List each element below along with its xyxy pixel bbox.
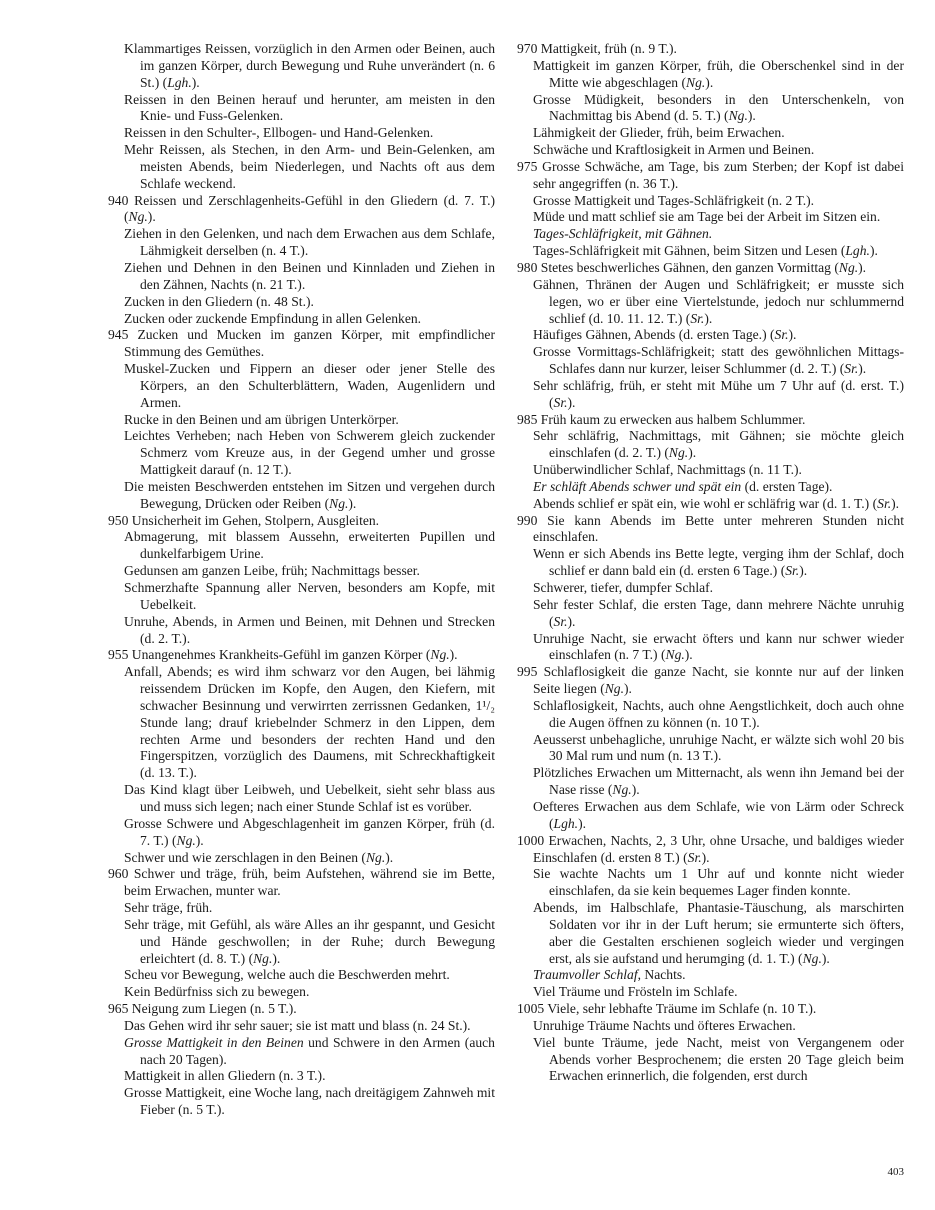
entry-text: Sehr träge, mit Gefühl, als wäre Alles an ihr gespannt, und Gesicht und Hände geschwollen; in der Ruhe; durch Bewegung erleichtert (d. 8. T.) (	[124, 916, 495, 966]
entry-text: Das Kind klagt über Leibweh, und Uebelkeit, sieht sehr blass aus und muss sich legen; nach einer Stunde Schlaf ist es vorüber.	[124, 782, 495, 814]
entry-number: 960	[108, 866, 129, 882]
entry-text-italic: Sr.	[553, 394, 568, 410]
symptom-entry	[108, 361, 495, 412]
entry-text-italic: Ng.	[668, 445, 689, 461]
right-column	[517, 41, 904, 1085]
entry-text: ).	[567, 613, 576, 629]
symptom-entry	[108, 614, 495, 648]
entry-text-italic: Traumvoller Schlaf	[533, 967, 638, 983]
entry-text-italic: Ng.	[802, 950, 822, 966]
symptom-entry	[108, 412, 495, 429]
symptom-entry	[517, 412, 904, 429]
entry-text: ).	[684, 647, 693, 663]
symptom-entry	[108, 41, 495, 92]
entry-text-italic: Ng.	[728, 108, 748, 124]
entry-text: Grosse Schwäche, am Tage, bis zum Sterben; der Kopf ist dabei sehr angegriffen (n. 36 T.).	[533, 158, 904, 191]
symptom-entry	[108, 580, 495, 614]
entry-text-italic: Ng.	[604, 681, 624, 697]
symptom-entry	[108, 311, 495, 328]
symptom-entry	[517, 428, 904, 462]
entry-text: Klammartiges Reissen, vorzüglich in den Armen oder Beinen, auch im ganzen Körper, durch Bewegung und Ruhe unverändert (n. 6 St.) (	[124, 41, 495, 90]
entry-text: ).	[858, 361, 867, 377]
symptom-entry	[517, 378, 904, 412]
entry-text: Grosse Schwere und Abgeschlagenheit im ganzen Körper, früh (d. 7. T.) (	[124, 815, 495, 848]
left-column	[108, 41, 495, 1119]
symptom-entry	[517, 664, 904, 698]
entry-text: ).	[449, 647, 458, 663]
entry-number: 945	[108, 327, 129, 343]
entry-text-italic: Ng.	[838, 259, 859, 275]
entry-text-italic: Ng.	[253, 950, 273, 966]
symptom-entry	[517, 967, 904, 984]
entry-text: Zucken in den Gliedern (n. 48 St.).	[124, 293, 314, 309]
entry-text: Muskel-Zucken und Fippern an dieser oder jener Stelle des Körpers, an den Schulterblättern, Waden, Augenlidern und Armen.	[124, 361, 495, 410]
symptom-entry	[517, 159, 904, 193]
entry-text-italic: Ng.	[329, 495, 349, 511]
entry-text: Sie kann Abends im Bette unter mehreren Stunden nicht einschlafen.	[533, 512, 904, 545]
page-number: 403	[887, 1166, 904, 1178]
symptom-entry	[108, 850, 495, 867]
entry-text-italic: Sr.	[785, 563, 800, 579]
entry-text: Unüberwindlicher Schlaf, Nachmittags (n. 11 T.).	[533, 462, 802, 478]
symptom-entry	[517, 1035, 904, 1086]
entry-text: Schwer und träge, früh, beim Aufstehen, während sie im Bette, beim Erwachen, munter war.	[124, 866, 495, 899]
entry-text-italic: Ng.	[128, 209, 148, 225]
entry-text: ).	[701, 849, 710, 865]
entry-text-italic: Sr.	[877, 495, 892, 511]
symptom-entry	[108, 816, 495, 850]
symptom-entry	[108, 142, 495, 193]
symptom-entry	[517, 277, 904, 328]
entry-text: ).	[788, 327, 797, 343]
entry-text-italic: Tages-Schläfrigkeit, mit Gähnen.	[533, 226, 713, 242]
entry-text: Grosse Müdigkeit, besonders in den Unterschenkeln, von Nachmittag bis Abend (d. 5. T.) (	[533, 91, 904, 124]
entry-text: Stetes beschwerliches Gähnen, den ganzen Vormittag (	[540, 259, 839, 275]
entry-text: Sehr fester Schlaf, die ersten Tage, dann mehrere Nächte unruhig (	[533, 596, 904, 629]
entry-text: Gedunsen am ganzen Leibe, früh; Nachmittags besser.	[124, 563, 420, 579]
symptom-entry	[517, 92, 904, 126]
symptom-entry	[517, 597, 904, 631]
entry-text: Früh kaum zu erwecken aus halbem Schlummer.	[540, 411, 806, 427]
entry-number: 955	[108, 647, 129, 663]
entry-text-italic: Ng.	[686, 74, 706, 90]
entry-text: Plötzliches Erwachen um Mitternacht, als wenn ihn Jemand bei der Nase risse (	[533, 765, 904, 798]
symptom-entry	[517, 209, 904, 226]
entry-text: ).	[705, 74, 714, 90]
entry-text: Schlaflosigkeit die ganze Nacht, sie konnte nur auf der linken Seite liegen (	[533, 664, 904, 697]
entry-text: Rucke in den Beinen und am übrigen Unterkörper.	[124, 411, 399, 427]
entry-text: Viel Träume und Frösteln im Schlafe.	[533, 984, 738, 1000]
symptom-entry	[517, 479, 904, 496]
entry-number: 940	[108, 192, 129, 208]
entry-text-italic: Sr.	[687, 849, 702, 865]
entry-text-italic: Sr.	[553, 613, 568, 629]
entry-text-italic: Ng.	[176, 832, 196, 848]
entry-text: Grosse Mattigkeit und Tages-Schläfrigkeit (n. 2 T.).	[533, 192, 815, 208]
entry-text: Schmerzhafte Spannung aller Nerven, besonders am Kopfe, mit Uebelkeit.	[124, 580, 495, 612]
entry-text: Abmagerung, mit blassem Aussehn, erweiterten Pupillen und dunkelfarbigem Urine.	[124, 529, 495, 562]
entry-text-italic: Ng.	[365, 849, 386, 865]
entry-text: Abends, im Halbschlafe, Phantasie-Täuschung, als marschirten Soldaten vor ihr in der Luft herum; sie ermunterte sich öfters, aber die Gestalten erschienen sogleich wieder und vergingen erst, als sie aufstand und herumging (d. 1. T.) (	[533, 900, 904, 966]
entry-text: Anfall, Abends; es wird ihm schwarz vor den Augen, bei lähmig reissendem Drücken im Kopfe, den Augen, den Kiefern, mit schwacher Besinnung und verwirrten zerrissnen Gedanken, 1¹/₂ Stunde lang; drauf kriebelnder Schmerz in den Lippen, dem rechten Arme und besonders der rechten Hand und den Fingerspitzen, vorzüglich des Daumens, mit Schreckhaftigkeit (d. 13. T.).	[124, 664, 495, 781]
symptom-entry	[517, 580, 904, 597]
entry-number: 980	[517, 259, 538, 275]
symptom-entry	[108, 529, 495, 563]
entry-text: Schwerer, tiefer, dumpfer Schlaf.	[533, 580, 714, 595]
entry-number: 990	[517, 512, 538, 528]
symptom-entry	[108, 260, 495, 294]
entry-text-italic: Grosse Mattigkeit in den Beinen	[124, 1034, 304, 1050]
symptom-entry	[517, 327, 904, 344]
symptom-entry	[517, 513, 904, 547]
entry-text: Aeusserst unbehagliche, unruhige Nacht, er wälzte sich wohl 20 bis 30 Mal rum und num (n. 13 T.).	[533, 731, 904, 764]
symptom-entry	[517, 984, 904, 1001]
symptom-entry	[517, 833, 904, 867]
symptom-entry	[517, 732, 904, 766]
entry-text: Neigung zum Liegen (n. 5 T.).	[131, 1001, 297, 1017]
entry-number: 995	[517, 664, 538, 680]
entry-number: 985	[517, 411, 538, 427]
symptom-entry	[517, 193, 904, 210]
entry-text: Grosse Vormittags-Schläfrigkeit; statt des gewöhnlichen Mittags-Schlafes dann nur kurzer, leiser Schlummer (d. 2. T.) (	[533, 344, 904, 377]
entry-text: ).	[891, 495, 900, 511]
entry-number: 965	[108, 1001, 129, 1017]
symptom-entry	[108, 327, 495, 361]
entry-text: Erwachen, Nachts, 2, 3 Uhr, ohne Ursache, und baldiges wieder Einschlafen (d. ersten 8 T.) (	[533, 832, 904, 865]
entry-text: ).	[348, 495, 357, 511]
entry-text: und Schwere in den Armen (auch nach 20 Tagen).	[140, 1034, 495, 1067]
entry-text: Unruhige Träume Nachts und öfteres Erwachen.	[533, 1017, 796, 1033]
entry-text: ).	[704, 310, 713, 326]
entry-text: Schwer und wie zerschlagen in den Beinen (	[124, 849, 366, 865]
symptom-entry	[108, 428, 495, 479]
entry-text-italic: Sr.	[844, 361, 859, 377]
entry-text-italic: Lgh.	[167, 74, 192, 90]
entry-text: ).	[688, 445, 697, 461]
entry-text: , Nachts.	[637, 967, 686, 983]
symptom-entry	[517, 496, 904, 513]
entry-text: Sehr schläfrig, Nachmittags, mit Gähnen; sie möchte gleich einschlafen (d. 2. T.) (	[533, 428, 904, 461]
symptom-entry	[517, 698, 904, 732]
symptom-entry	[108, 1001, 495, 1018]
entry-text: Gähnen, Thränen der Augen und Schläfrigkeit; er musste sich legen, wo er über eine Viertelstunde, jedoch nur schlummernd schlief (d. 10. 11. 12. T.) (	[533, 276, 904, 326]
entry-text: ).	[578, 815, 587, 831]
entry-text: (d. ersten Tage).	[741, 478, 833, 494]
entry-number: 950	[108, 512, 129, 528]
symptom-entry	[108, 513, 495, 530]
entry-text-italic: Ng.	[430, 647, 450, 663]
entry-number: 1000	[517, 832, 545, 848]
entry-text: Unangenehmes Krankheits-Gefühl im ganzen Körper (	[131, 647, 431, 663]
entry-text: ).	[821, 950, 830, 966]
entry-number: 1005	[517, 1001, 545, 1017]
symptom-entry	[517, 631, 904, 665]
symptom-entry	[108, 479, 495, 513]
symptom-entry	[108, 1018, 495, 1035]
entry-text: Zucken oder zuckende Empfindung in allen Gelenken.	[124, 310, 422, 326]
symptom-entry	[108, 917, 495, 968]
entry-text: Oefteres Erwachen aus dem Schlafe, wie von Lärm oder Schreck (	[533, 798, 904, 831]
entry-text: Sie wachte Nachts um 1 Uhr auf und konnte nicht wieder einschlafen, da sie kein bequemes Lager finden konnte.	[533, 866, 904, 899]
entry-number: 975	[517, 158, 538, 174]
symptom-entry	[108, 1035, 495, 1069]
entry-text-italic: Sr.	[690, 310, 705, 326]
symptom-entry	[517, 142, 904, 159]
entry-text: Schwäche und Kraftlosigkeit in Armen und Beinen.	[533, 142, 815, 158]
entry-text-italic: Ng.	[612, 782, 632, 798]
entry-text: ).	[191, 74, 200, 90]
entry-text: ).	[195, 832, 204, 848]
entry-text-italic: Ng.	[665, 647, 685, 663]
entry-text: Viel bunte Träume, jede Nacht, meist von Vergangenem oder Abends vorher Besprochenem; die ersten 20 Tage gleich beim Erwachen erinnerlich, die folgenden, erst durch	[533, 1034, 904, 1084]
entry-text: ).	[624, 681, 632, 697]
symptom-entry	[108, 226, 495, 260]
entry-text: Scheu vor Bewegung, welche auch die Beschwerden mehrt.	[124, 967, 450, 983]
symptom-entry	[108, 125, 495, 142]
entry-text: Mattigkeit im ganzen Körper, früh, die Oberschenkel sind in der Mitte wie abgeschlagen (	[533, 57, 904, 90]
entry-text-italic: Lgh.	[553, 815, 579, 831]
entry-text: Zucken und Mucken im ganzen Körper, mit empfindlicher Stimmung des Gemüthes.	[124, 327, 495, 360]
entry-text: Grosse Mattigkeit, eine Woche lang, nach dreitägigem Zahnweh mit Fieber (n. 5 T.).	[124, 1085, 495, 1118]
entry-text: Mattigkeit in allen Gliedern (n. 3 T.).	[124, 1068, 326, 1084]
symptom-entry	[108, 900, 495, 917]
entry-text: Das Gehen wird ihr sehr sauer; sie ist matt und blass (n. 24 St.).	[124, 1017, 471, 1033]
entry-text: Häufiges Gähnen, Abends (d. ersten Tage.) (	[533, 327, 775, 343]
entry-text: Ziehen in den Gelenken, und nach dem Erwachen aus dem Schlafe, Lähmigkeit derselben (n. 4 T.).	[124, 226, 495, 259]
symptom-entry	[517, 765, 904, 799]
symptom-entry	[517, 1001, 904, 1018]
entry-text: Wenn er sich Abends ins Bette legte, verging ihm der Schlaf, doch schlief er dann bald ein (d. ersten 6 Tage.) (	[533, 546, 904, 579]
entry-text-italic: Lgh.	[845, 243, 870, 259]
symptom-entry	[517, 125, 904, 142]
symptom-entry	[108, 984, 495, 1001]
symptom-entry	[108, 1085, 495, 1119]
entry-text: Unsicherheit im Gehen, Stolpern, Ausgleiten.	[131, 512, 380, 528]
entry-number: 970	[517, 41, 538, 56]
symptom-entry	[517, 226, 904, 243]
entry-text: Lähmigkeit der Glieder, früh, beim Erwachen.	[533, 125, 785, 141]
entry-text: ).	[858, 259, 867, 275]
entry-text: ).	[272, 950, 281, 966]
entry-text: Reissen und Zerschlagenheits-Gefühl in den Gliedern (d. 7. T.) (	[124, 192, 496, 225]
entry-text: ).	[869, 243, 878, 259]
entry-text: Mehr Reissen, als Stechen, in den Arm- und Bein-Gelenken, am meisten Abends, beim Niederlegen, und Nachts oft aus dem Schlafe weckend.	[124, 142, 495, 191]
symptom-entry	[108, 294, 495, 311]
symptom-entry	[108, 647, 495, 664]
entry-text: Tages-Schläfrigkeit mit Gähnen, beim Sitzen und Lesen (	[533, 243, 846, 259]
symptom-entry	[517, 1018, 904, 1035]
symptom-entry	[517, 41, 904, 58]
symptom-entry	[517, 344, 904, 378]
entry-text: Müde und matt schlief sie am Tage bei der Arbeit im Sitzen ein.	[533, 209, 881, 225]
entry-text: Unruhe, Abends, in Armen und Beinen, mit Dehnen und Strecken (d. 2. T.).	[124, 613, 495, 646]
symptom-entry	[108, 782, 495, 816]
symptom-entry	[108, 1068, 495, 1085]
entry-text: ).	[799, 563, 808, 579]
entry-text: Ziehen und Dehnen in den Beinen und Kinnladen und Ziehen in den Zähnen, Nachts (n. 21 T.).	[124, 259, 495, 292]
symptom-entry	[517, 900, 904, 967]
entry-text: Die meisten Beschwerden entstehen im Sitzen und vergehen durch Bewegung, Drücken oder Reiben (	[124, 478, 495, 511]
symptom-entry	[517, 546, 904, 580]
entry-text-italic: Sr.	[774, 327, 789, 343]
symptom-entry	[108, 563, 495, 580]
symptom-entry	[108, 193, 495, 227]
symptom-entry	[108, 866, 495, 900]
entry-text: Abends schlief er spät ein, wie wohl er schläfrig war (d. 1. T.) (	[533, 495, 878, 511]
entry-text: ).	[631, 782, 640, 798]
entry-text: Leichtes Verheben; nach Heben von Schwerem gleich zuckender Schmerz vom Kreuze aus, in der Gegend umher und grosse Mattigkeit darauf (n. 12 T.).	[124, 428, 495, 478]
symptom-entry	[517, 58, 904, 92]
symptom-entry	[108, 664, 495, 782]
symptom-entry	[517, 462, 904, 479]
entry-text: Viele, sehr lebhafte Träume im Schlafe (n. 10 T.).	[547, 1001, 817, 1017]
entry-text: Unruhige Nacht, sie erwacht öfters und kann nur schwer wieder einschlafen (n. 7 T.) (	[533, 630, 904, 663]
symptom-entry	[517, 866, 904, 900]
entry-text: ).	[567, 394, 576, 410]
symptom-entry	[108, 967, 495, 984]
symptom-entry	[517, 799, 904, 833]
entry-text: ).	[747, 108, 756, 124]
entry-text: Kein Bedürfniss sich zu bewegen.	[124, 984, 310, 1000]
entry-text-italic: Er schläft Abends schwer und spät ein	[533, 478, 742, 494]
entry-text: ).	[385, 849, 394, 865]
symptom-entry	[108, 92, 495, 126]
entry-text: Sehr schläfrig, früh, er steht mit Mühe um 7 Uhr auf (d. erst. T.) (	[533, 377, 904, 410]
entry-text: Sehr träge, früh.	[124, 900, 213, 916]
entry-text: Reissen in den Schulter-, Ellbogen- und Hand-Gelenken.	[124, 125, 434, 141]
symptom-entry	[517, 260, 904, 277]
entry-text: Mattigkeit, früh (n. 9 T.).	[540, 41, 677, 56]
entry-text: ).	[147, 209, 156, 225]
entry-text: Schlaflosigkeit, Nachts, auch ohne Aengstlichkeit, doch auch ohne die Augen öffnen zu können (n. 10 T.).	[533, 697, 904, 730]
entry-text: Reissen in den Beinen herauf und herunter, am meisten in den Knie- und Fuss-Gelenken.	[124, 91, 495, 124]
symptom-entry	[517, 243, 904, 260]
